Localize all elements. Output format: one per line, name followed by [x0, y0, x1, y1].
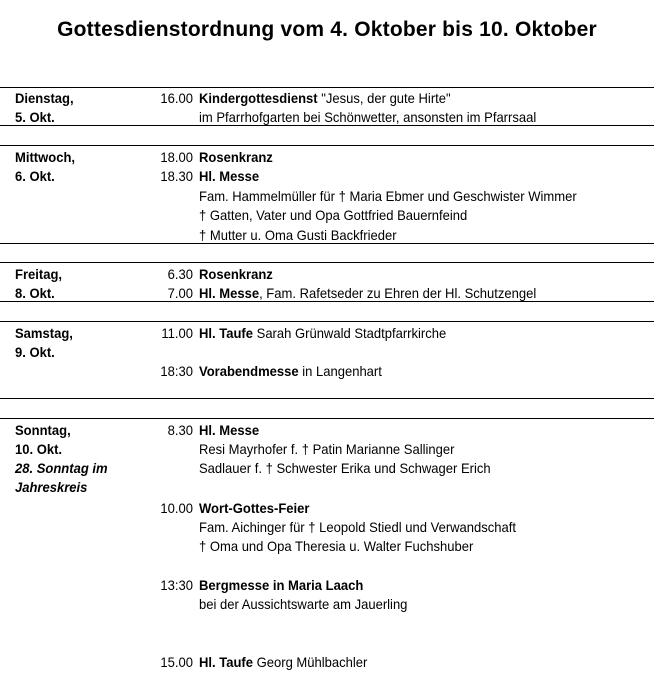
- entry-detail: , Fam. Rafetseder zu Ehren der Hl. Schutzengel: [259, 285, 537, 301]
- entry-title: Bergmesse in Maria Laach: [199, 577, 364, 593]
- divider: [0, 262, 654, 263]
- entry-line: Resi Mayrhofer f. † Patin Marianne Sallinger: [199, 441, 455, 457]
- entry-title: Vorabendmesse: [199, 363, 299, 379]
- entry-heading: [199, 576, 363, 595]
- entry-line: † Oma und Opa Theresia u. Walter Fuchshuber: [199, 538, 474, 554]
- entry-detail: Georg Mühlbachler: [253, 654, 368, 670]
- divider: [0, 145, 654, 146]
- entry-line: Sadlauer f. † Schwester Erika und Schwager Erich: [199, 460, 491, 476]
- page-title: Gottesdienstordnung vom 4. Oktober bis 10. Oktober: [57, 18, 597, 41]
- day-date: 5. Okt.: [15, 109, 55, 125]
- day-name: Mittwoch,: [15, 149, 76, 165]
- entry-time: 6.30: [167, 266, 193, 282]
- entry-line: bei der Aussichtswarte am Jauerling: [199, 596, 408, 612]
- entry-time: 18.30: [160, 168, 193, 184]
- entry-heading: [199, 167, 259, 186]
- entry-detail: "Jesus, der gute Hirte": [317, 90, 451, 106]
- divider: [0, 321, 654, 322]
- liturgical-note: Jahreskreis: [15, 479, 88, 495]
- entry-heading: [199, 362, 382, 381]
- entry-detail: Sarah Grünwald Stadtpfarrkirche: [253, 325, 447, 341]
- entry-time: 16.00: [160, 90, 193, 106]
- day-name: Sonntag,: [15, 422, 71, 438]
- entry-time: 8.30: [167, 422, 193, 438]
- entry-heading: [199, 421, 259, 440]
- divider: [0, 418, 654, 419]
- day-name: Samstag,: [15, 325, 73, 341]
- entry-line: † Gatten, Vater und Opa Gottfried Bauernfeind: [199, 207, 468, 223]
- entry-heading: [199, 284, 536, 303]
- entry-time: 18:30: [160, 363, 193, 379]
- entry-time: 18.00: [160, 149, 193, 165]
- entry-title: Hl. Taufe: [199, 325, 254, 341]
- entry-time: 11.00: [161, 325, 193, 341]
- entry-time: 13:30: [160, 577, 193, 593]
- entry-time: 7.00: [167, 285, 193, 301]
- entry-line: † Mutter u. Oma Gusti Backfrieder: [199, 227, 397, 243]
- day-date: 6. Okt.: [15, 168, 55, 184]
- entry-title: Rosenkranz: [199, 149, 273, 165]
- entry-heading: [199, 324, 446, 343]
- day-date: 8. Okt.: [15, 285, 55, 301]
- day-name: Dienstag,: [15, 90, 74, 106]
- divider: [0, 87, 654, 88]
- entry-time: 15.00: [160, 654, 193, 670]
- divider: [0, 398, 654, 399]
- entry-line: im Pfarrhofgarten bei Schönwetter, ansonsten im Pfarrsaal: [199, 109, 537, 125]
- entry-title: Rosenkranz: [199, 266, 273, 282]
- entry-line: Fam. Hammelmüller für † Maria Ebmer und Geschwister Wimmer: [199, 188, 577, 204]
- entry-title: Hl. Messe: [199, 422, 260, 438]
- day-name: Freitag,: [15, 266, 63, 282]
- day-date: 9. Okt.: [15, 344, 55, 360]
- entry-detail: in Langenhart: [298, 363, 382, 379]
- entry-title: Hl. Taufe: [199, 654, 254, 670]
- entry-heading: [199, 499, 309, 518]
- entry-title: Wort-Gottes-Feier: [199, 500, 310, 516]
- entry-time: 10.00: [160, 500, 193, 516]
- entry-title: Kindergottesdienst: [199, 90, 318, 106]
- entry-heading: [199, 653, 367, 672]
- entry-line: Fam. Aichinger für † Leopold Stiedl und Verwandschaft: [199, 519, 517, 535]
- entry-heading: [199, 265, 273, 284]
- entry-heading: [199, 89, 451, 108]
- entry-title: Hl. Messe: [199, 168, 260, 184]
- liturgical-note: 28. Sonntag im: [15, 460, 108, 476]
- entry-heading: [199, 148, 273, 167]
- day-date: 10. Okt.: [15, 441, 63, 457]
- entry-title: Hl. Messe: [199, 285, 260, 301]
